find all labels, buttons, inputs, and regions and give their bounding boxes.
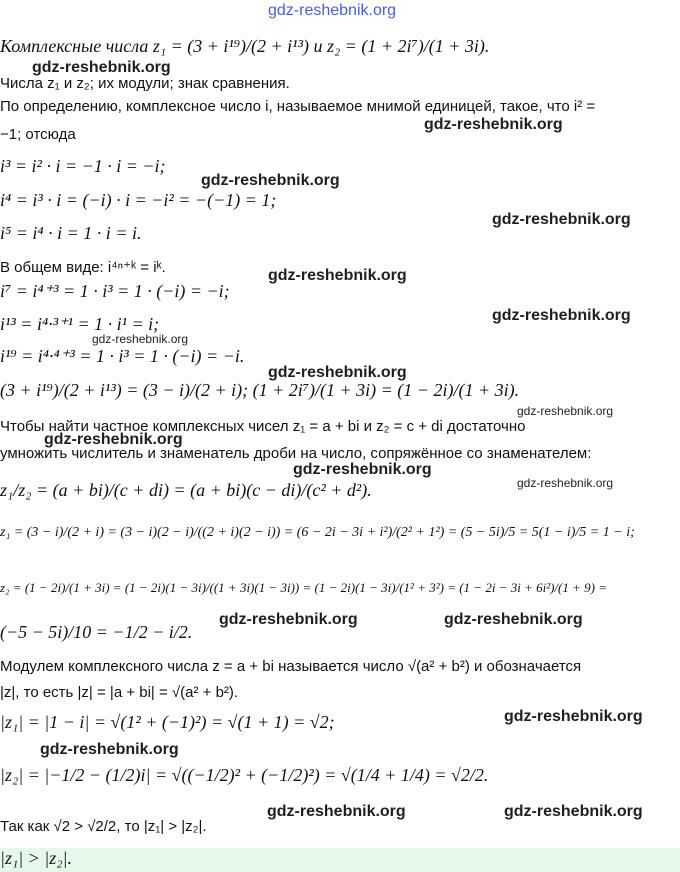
line-19: Модулем комплексного числа z = a + bi называется число √(a² + b²) и обозначается bbox=[0, 658, 582, 675]
line-9: i⁷ = i⁴⁺³ = 1 · i³ = 1 · (−i) = −i; bbox=[0, 281, 230, 301]
watermark: gdz-reshebnik.org bbox=[268, 267, 407, 284]
watermark: gdz-reshebnik.org bbox=[504, 803, 643, 820]
line-20: |z|, то есть |z| = |a + bi| = √(a² + b²). bbox=[0, 684, 239, 701]
watermark: gdz-reshebnik.org bbox=[444, 611, 583, 628]
line-18: (−5 − 5i)/10 = −1/2 − i/2. bbox=[0, 622, 193, 642]
watermark: gdz-reshebnik.org bbox=[517, 476, 614, 490]
watermark: gdz-reshebnik.org bbox=[492, 211, 631, 228]
answer-box bbox=[0, 848, 680, 872]
line-3: По определению, комплексное число i, называемое мнимой единицей, такое, что i² = bbox=[0, 98, 596, 115]
watermark: gdz-reshebnik.org bbox=[268, 364, 407, 381]
watermark: gdz-reshebnik.org bbox=[492, 307, 631, 324]
line-21: |z₁| = |1 − i| = √(1² + (−1)²) = √(1 + 1) = √2; bbox=[0, 712, 335, 732]
line-13: Чтобы найти частное комплексных чисел z₁ = a + bi и z₂ = c + di достаточно bbox=[0, 418, 526, 435]
line-16: z₁ = (3 − i)/(2 + i) = (3 − i)(2 − i)/((2 + i)(2 − i)) = (6 − 2i − 3i + i²)/(2² + 1²) = (5 − 5i)/5 = 5(1 − i)/5 = 1 − i; bbox=[0, 525, 635, 540]
line-2: Числа z₁ и z₂; их модули; знак сравнения. bbox=[0, 75, 290, 92]
line-12: (3 + i¹⁹)/(2 + i¹³) = (3 − i)/(2 + i); (1 + 2i⁷)/(1 + 3i) = (1 − 2i)/(1 + 3i). bbox=[0, 380, 520, 400]
watermark: gdz-reshebnik.org bbox=[92, 332, 189, 346]
watermark: gdz-reshebnik.org bbox=[424, 116, 563, 133]
line-4: −1; отсюда bbox=[0, 126, 76, 143]
watermark: gdz-reshebnik.org bbox=[267, 803, 406, 820]
watermark: gdz-reshebnik.org bbox=[32, 59, 171, 76]
line-23: Так как √2 > √2/2, то |z₁| > |z₂|. bbox=[0, 818, 207, 835]
line-17: z₂ = (1 − 2i)/(1 + 3i) = (1 − 2i)(1 − 3i)/((1 + 3i)(1 − 3i)) = (1 − 2i)(1 − 3i)/(1² + 3²) = (1 − 2i − 3i + 6i²)/(1 + 9) = bbox=[0, 580, 608, 595]
line-14: умножить числитель и знаменатель дроби на число, сопряжённое со знаменателем: bbox=[0, 445, 592, 462]
watermark-top: gdz-reshebnik.org bbox=[268, 2, 397, 19]
line-22: |z₂| = |−1/2 − (1/2)i| = √((−1/2)² + (−1/2)²) = √(1/4 + 1/4) = √2/2. bbox=[0, 765, 489, 785]
line-10: i¹³ = i⁴·³⁺¹ = 1 · i¹ = i; bbox=[0, 314, 160, 334]
watermark: gdz-reshebnik.org bbox=[219, 611, 358, 628]
watermark: gdz-reshebnik.org bbox=[40, 741, 179, 758]
watermark: gdz-reshebnik.org bbox=[44, 431, 183, 448]
line-11: i¹⁹ = i⁴·⁴⁺³ = 1 · i³ = 1 · (−i) = −i. bbox=[0, 346, 245, 366]
line-15: z₁/z₂ = (a + bi)/(c + di) = (a + bi)(c − di)/(c² + d²). bbox=[0, 480, 372, 500]
watermark: gdz-reshebnik.org bbox=[293, 461, 432, 478]
watermark: gdz-reshebnik.org bbox=[201, 172, 340, 189]
answer-text: |z₁| > |z₂|. bbox=[0, 848, 72, 868]
watermark: gdz-reshebnik.org bbox=[504, 708, 643, 725]
line-1: Комплексные числа z₁ = (3 + i¹⁹)/(2 + i¹³) и z₂ = (1 + 2i⁷)/(1 + 3i). bbox=[0, 36, 490, 56]
watermark: gdz-reshebnik.org bbox=[517, 404, 614, 418]
line-7: i⁵ = i⁴ · i = 1 · i = i. bbox=[0, 223, 142, 243]
line-5: i³ = i² · i = −1 · i = −i; bbox=[0, 156, 166, 176]
line-8: В общем виде: i⁴ⁿ⁺ᵏ = iᵏ. bbox=[0, 259, 166, 276]
line-6: i⁴ = i³ · i = (−i) · i = −i² = −(−1) = 1; bbox=[0, 190, 277, 210]
